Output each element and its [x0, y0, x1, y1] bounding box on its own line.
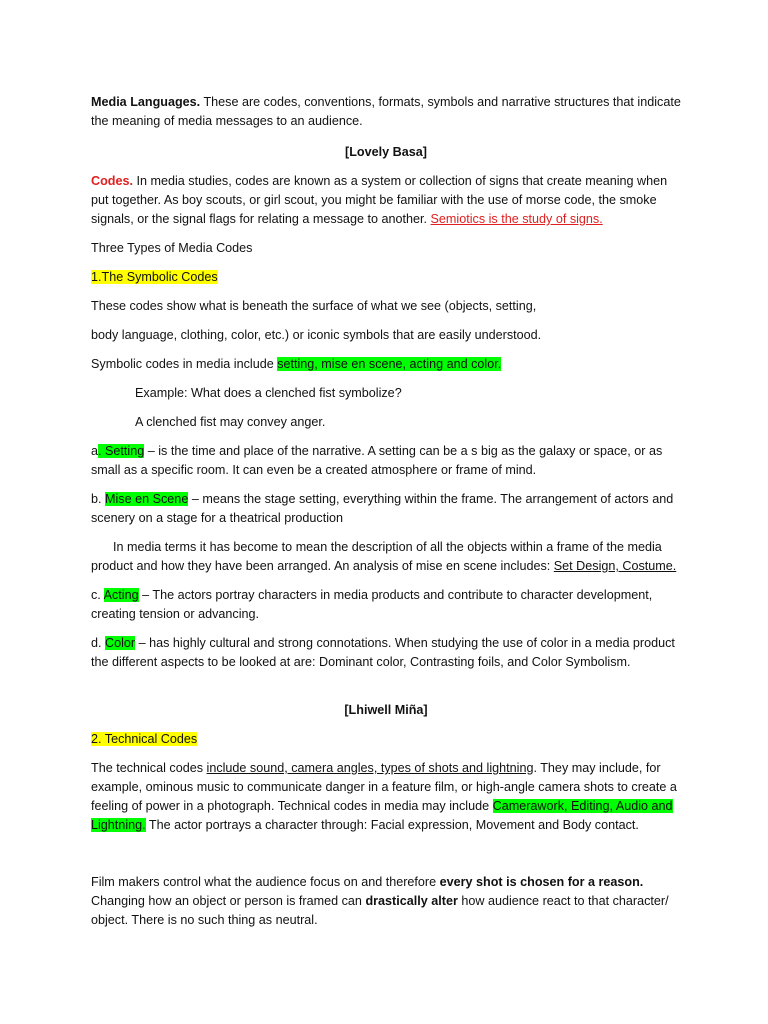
setting-label: . Setting — [98, 444, 145, 458]
codes-paragraph — [91, 172, 681, 229]
symbolic-line-2: body language, clothing, color, etc.) or iconic symbols that are easily understood. — [91, 328, 542, 342]
mise-text: – means the stage setting, everything within the frame. The arrangement of actors and scenery on a stage for a theatrical production — [91, 492, 674, 525]
mise-detail-underlined: Set Design, Costume. — [553, 559, 677, 573]
mise-label: Mise en Scene — [105, 492, 189, 506]
technical-highlight: Camerawork, Editing, Audio and Lightning. — [91, 799, 673, 832]
symbolic-heading — [91, 268, 681, 287]
technical-underlined: include sound, camera angles, types of shots and lightning — [206, 761, 534, 775]
symbolic-heading-text: 1.The Symbolic Codes — [91, 270, 218, 284]
color-prefix: d. — [91, 636, 106, 650]
setting-paragraph — [91, 442, 681, 480]
semiotics-link: Semiotics is the study of signs. — [430, 212, 603, 226]
symbolic-include — [91, 355, 681, 374]
acting-label: Acting — [103, 588, 139, 602]
codes-term: Codes. — [91, 174, 133, 188]
types-heading: Three Types of Media Codes — [91, 241, 253, 255]
technical-heading-text: 2. Technical Codes — [91, 732, 198, 746]
acting-paragraph — [91, 586, 681, 624]
technical-heading — [91, 730, 681, 749]
film-text-a: Film makers control what the audience focus on and therefore — [91, 875, 440, 889]
technical-mid: . They may include, for example, ominous music to communicate danger in a feature film, or high-angle camera shots to create a feeling of power in a photograph. Technical codes in media may include — [91, 761, 677, 813]
intro-paragraph — [91, 93, 681, 131]
acting-text: – The actors portray characters in media products and contribute to character development, creating tension or advancing. — [91, 588, 653, 621]
symbolic-example: Example: What does a clenched fist symbolize? — [135, 386, 402, 400]
intro-term: Media Languages. — [91, 95, 201, 109]
mise-paragraph — [91, 490, 681, 528]
symbolic-include-pre: Symbolic codes in media include — [91, 357, 278, 371]
film-bold-every-shot: every shot is chosen for a reason. — [439, 875, 644, 889]
color-text: – has highly cultural and strong connotations. When studying the use of color in a media product the different aspects to be looked at are: Dominant color, Contrasting foils, and Color Symbolism. — [91, 636, 675, 669]
mise-detail-text: In media terms it has become to mean the description of all the objects within a frame of the media product and how they have been arranged. An analysis of mise en scene includes: — [91, 540, 662, 573]
color-label: Color — [105, 636, 136, 650]
technical-pre: The technical codes — [91, 761, 207, 775]
color-paragraph — [91, 634, 681, 672]
acting-prefix: c. — [91, 588, 104, 602]
codes-text: In media studies, codes are known as a system or collection of signs that create meaning when put together. As boy scouts, or girl scout, you might be familiar with the use of morse code, the smoke signals, or the signal flags for relating a message to another. — [91, 174, 668, 226]
author-lhiwell-mina: [Lhiwell Miña] — [344, 703, 428, 717]
film-text-e: how audience react to that character/ object. There is no such thing as neutral. — [91, 894, 669, 927]
symbolic-include-highlight: setting, mise en scene, acting and color. — [277, 357, 502, 371]
film-bold-drastically: drastically alter — [365, 894, 458, 908]
mise-prefix: b. — [91, 492, 106, 506]
film-paragraph — [91, 873, 681, 930]
setting-text: – is the time and place of the narrative. A setting can be a s big as the galaxy or space, or as small as a specific room. It can even be a created atmosphere or frame of mind. — [91, 444, 663, 477]
author-lovely-basa: [Lovely Basa] — [345, 145, 427, 159]
film-text-c: Changing how an object or person is framed can — [91, 894, 366, 908]
setting-prefix: a — [91, 444, 99, 458]
mise-detail — [91, 538, 681, 576]
symbolic-line-1: These codes show what is beneath the surface of what we see (objects, setting, — [91, 299, 537, 313]
intro-text: These are codes, conventions, formats, symbols and narrative structures that indicate the meaning of media messages to an audience. — [91, 95, 681, 128]
technical-paragraph — [91, 759, 681, 835]
symbolic-answer: A clenched fist may convey anger. — [135, 415, 326, 429]
technical-post: The actor portrays a character through: Facial expression, Movement and Body contact. — [145, 818, 639, 832]
